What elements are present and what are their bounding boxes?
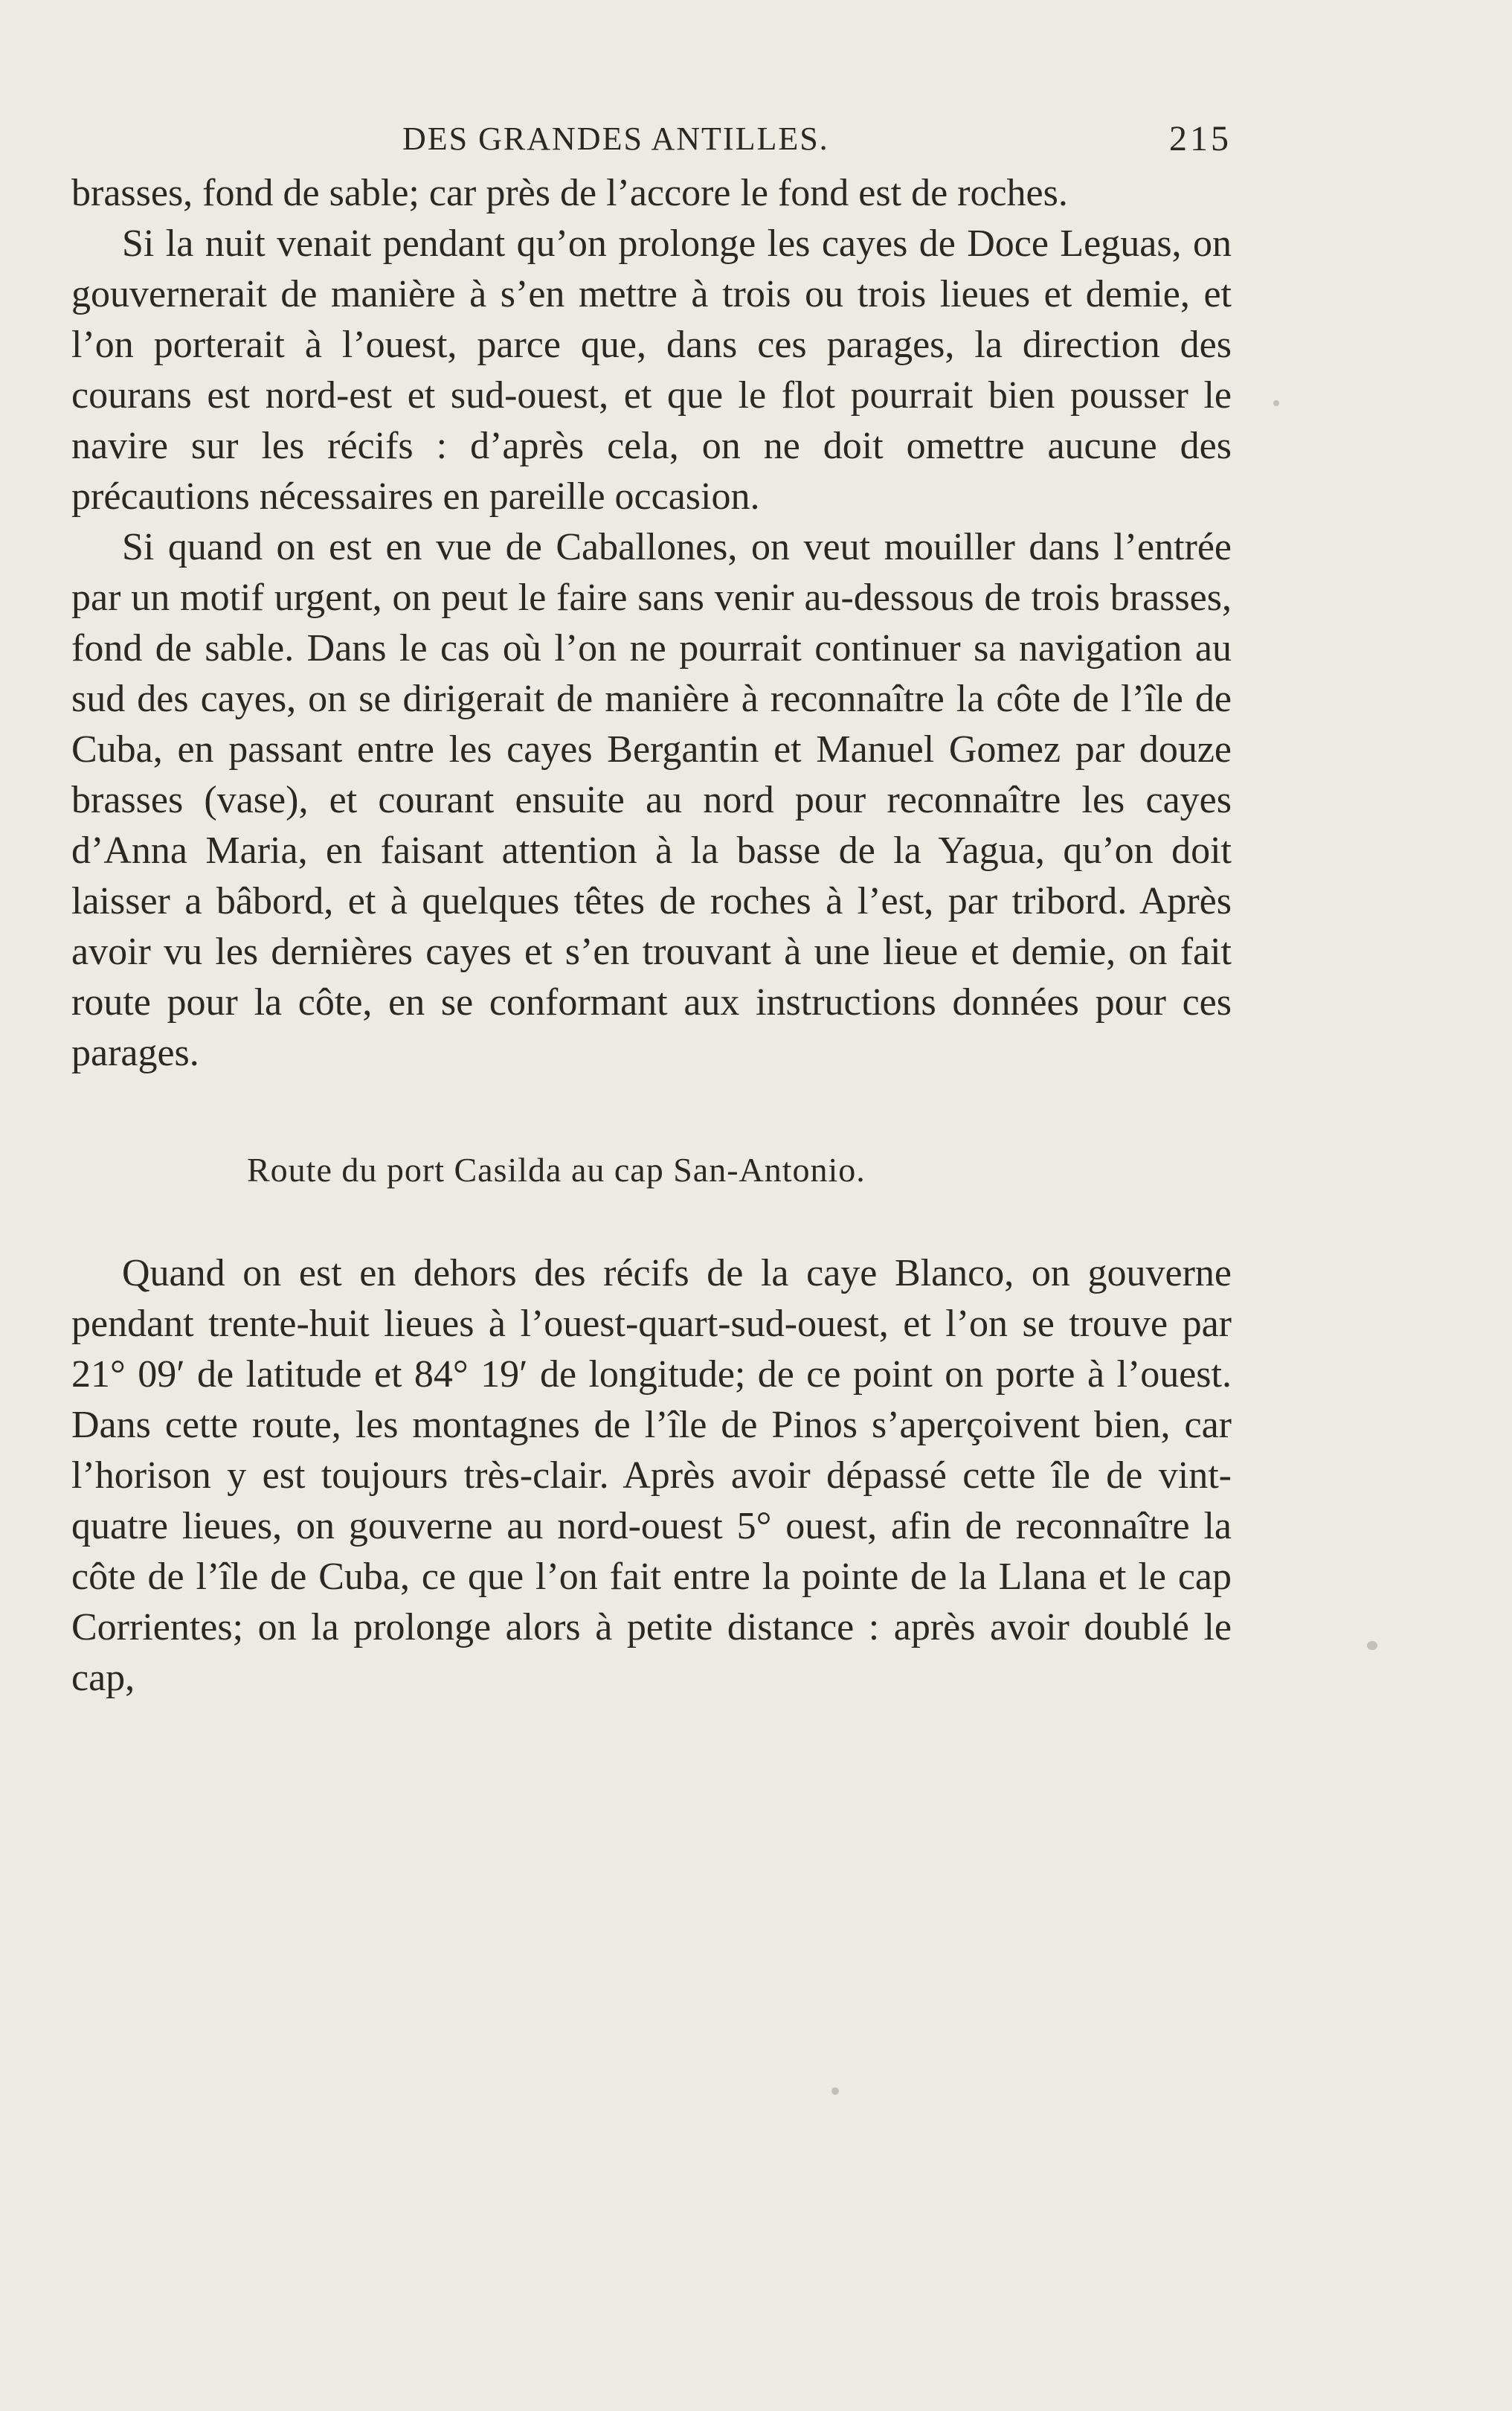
paper-speck xyxy=(831,2087,839,2095)
paragraph-2: Si la nuit venait pendant qu’on prolonge les cayes de Doce Leguas, on gouvernerait de manière à s’en mettre à trois ou trois lieues et demie, et l’on porterait à l’ouest, parce que, dans ces parages, la direction des courans est nord-est et sud-ouest, et que le flot pourrait bien pousser le navire sur les récifs : d’après cela, on ne doit omettre aucune des précautions nécessaires en pareille occasion. xyxy=(71,222,1232,518)
paragraph-4: Quand on est en dehors des récifs de la caye Blanco, on gouverne pendant trente-huit lieues à l’ouest-quart-sud-ouest, et l’on se trouve par 21° 09′ de latitude et 84° 19′ de longitude; de ce point on porte à l’ouest. Dans cette route, les montagnes de l’île de Pinos s’aperçoivent bien, car l’horison y est toujours très-clair. Après avoir dépassé cette île de vint-quatre lieues, on gouverne au nord-ouest 5° ouest, afin de reconnaître la côte de l’île de Cuba, ce que l’on fait entre la pointe de la Llana et le cap Corrientes; on la prolonge alors à petite distance : après avoir doublé le cap, xyxy=(71,1252,1232,1699)
page-number: 215 xyxy=(1169,119,1232,158)
body-text xyxy=(71,168,1232,1704)
running-title: DES GRANDES ANTILLES. xyxy=(402,121,829,157)
paper-speck xyxy=(1367,1641,1377,1650)
paragraph-3: Si quand on est en vue de Caballones, on veut mouiller dans l’entrée par un motif urgent, on peut le faire sans venir au-dessous de trois brasses, fond de sable. Dans le cas où l’on ne pourrait continuer sa navigation au sud des cayes, on se dirigerait de manière à reconnaître la côte de l’île de Cuba, en passant entre les cayes Bergantin et Manuel Gomez par douze brasses (vase), et courant ensuite au nord pour reconnaître les cayes d’Anna Maria, en faisant attention à la basse de la Yagua, qu’on doit laisser a bâbord, et à quelques têtes de roches à l’est, par tribord. Après avoir vu les dernières cayes et s’en trouvant à une lieue et demie, on fait route pour la côte, en se conformant aux instructions données pour ces parages. xyxy=(71,526,1232,1074)
page-header xyxy=(71,113,1232,165)
section-title: Route du port Casilda au cap San-Antonio. xyxy=(247,1151,866,1189)
paragraph-1: brasses, fond de sable; car près de l’accore le fond est de roches. xyxy=(71,172,1068,214)
paper-speck xyxy=(1273,400,1279,406)
